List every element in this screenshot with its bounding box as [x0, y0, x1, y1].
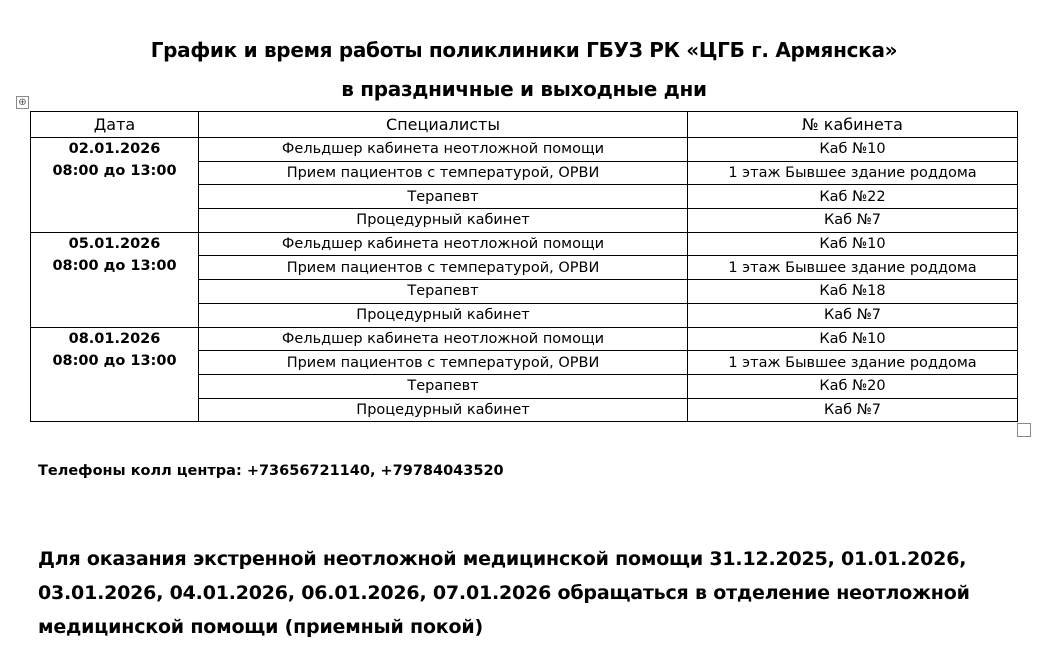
schedule-table [30, 111, 1018, 422]
table-row [31, 138, 1018, 162]
specialist-cell[interactable]: Фельдшер кабинета неотложной помощи [199, 327, 688, 351]
specialist-cell[interactable]: Терапевт [199, 280, 688, 304]
date-value: 05.01.2026 [68, 235, 161, 252]
room-cell[interactable]: Каб №18 [688, 280, 1018, 304]
emergency-notice-line: 03.01.2026, 04.01.2026, 06.01.2026, 07.01.2026 обращаться в отделение неотложной [38, 582, 970, 604]
room-cell[interactable]: 1 этаж Бывшее здание роддома [688, 161, 1018, 185]
room-cell[interactable]: Каб №7 [688, 209, 1018, 233]
specialist-cell[interactable]: Прием пациентов с температурой, ОРВИ [199, 256, 688, 280]
room-cell[interactable]: Каб №7 [688, 398, 1018, 422]
specialist-cell[interactable]: Процедурный кабинет [199, 209, 688, 233]
room-cell[interactable]: Каб №7 [688, 303, 1018, 327]
room-cell[interactable]: Каб №22 [688, 185, 1018, 209]
room-cell[interactable]: 1 этаж Бывшее здание роддома [688, 351, 1018, 375]
time-value: 08:00 до 13:00 [52, 163, 177, 179]
call-center-phones: Телефоны колл центра: +73656721140, +79784043520 [38, 463, 504, 479]
date-value: 02.01.2026 [68, 141, 161, 157]
date-value: 08.01.2026 [68, 330, 161, 347]
table-row [31, 232, 1018, 256]
room-cell[interactable]: Каб №10 [688, 232, 1018, 256]
specialist-cell[interactable]: Процедурный кабинет [199, 398, 688, 422]
room-cell[interactable]: Каб №20 [688, 374, 1018, 398]
specialist-cell[interactable]: Терапевт [199, 185, 688, 209]
table-header-row [31, 112, 1018, 138]
specialist-cell[interactable]: Фельдшер кабинета неотложной помощи [199, 232, 688, 256]
emergency-notice [38, 542, 1018, 644]
room-cell[interactable]: Каб №10 [688, 138, 1018, 162]
date-cell[interactable] [31, 138, 199, 233]
document-title-line-1: График и время работы поликлиники ГБУЗ РК «ЦГБ г. Армянска» [150, 38, 898, 62]
room-cell[interactable]: Каб №10 [688, 327, 1018, 351]
time-value: 08:00 до 13:00 [52, 352, 177, 369]
specialist-cell[interactable]: Терапевт [199, 374, 688, 398]
specialist-cell[interactable]: Фельдшер кабинета неотложной помощи [199, 138, 688, 162]
specialist-cell[interactable]: Прием пациентов с температурой, ОРВИ [199, 351, 688, 375]
document-title-line-2: в праздничные и выходные дни [341, 77, 707, 101]
date-cell[interactable] [31, 327, 199, 422]
emergency-notice-line: Для оказания экстренной неотложной медицинской помощи 31.12.2025, 01.01.2026, [38, 548, 967, 570]
room-cell[interactable]: 1 этаж Бывшее здание роддома [688, 256, 1018, 280]
specialist-cell[interactable]: Прием пациентов с температурой, ОРВИ [199, 161, 688, 185]
header-date[interactable]: Дата [31, 112, 199, 138]
table-move-handle-icon[interactable]: ⊕ [16, 96, 29, 109]
emergency-notice-line: медицинской помощи (приемный покой) [38, 616, 483, 638]
time-value: 08:00 до 13:00 [52, 257, 177, 274]
date-cell[interactable] [31, 232, 199, 327]
table-resize-handle-icon[interactable] [1017, 423, 1031, 437]
specialist-cell[interactable]: Процедурный кабинет [199, 303, 688, 327]
header-specialists[interactable]: Специалисты [199, 112, 688, 138]
table-row [31, 327, 1018, 351]
header-room[interactable]: № кабинета [688, 112, 1018, 138]
